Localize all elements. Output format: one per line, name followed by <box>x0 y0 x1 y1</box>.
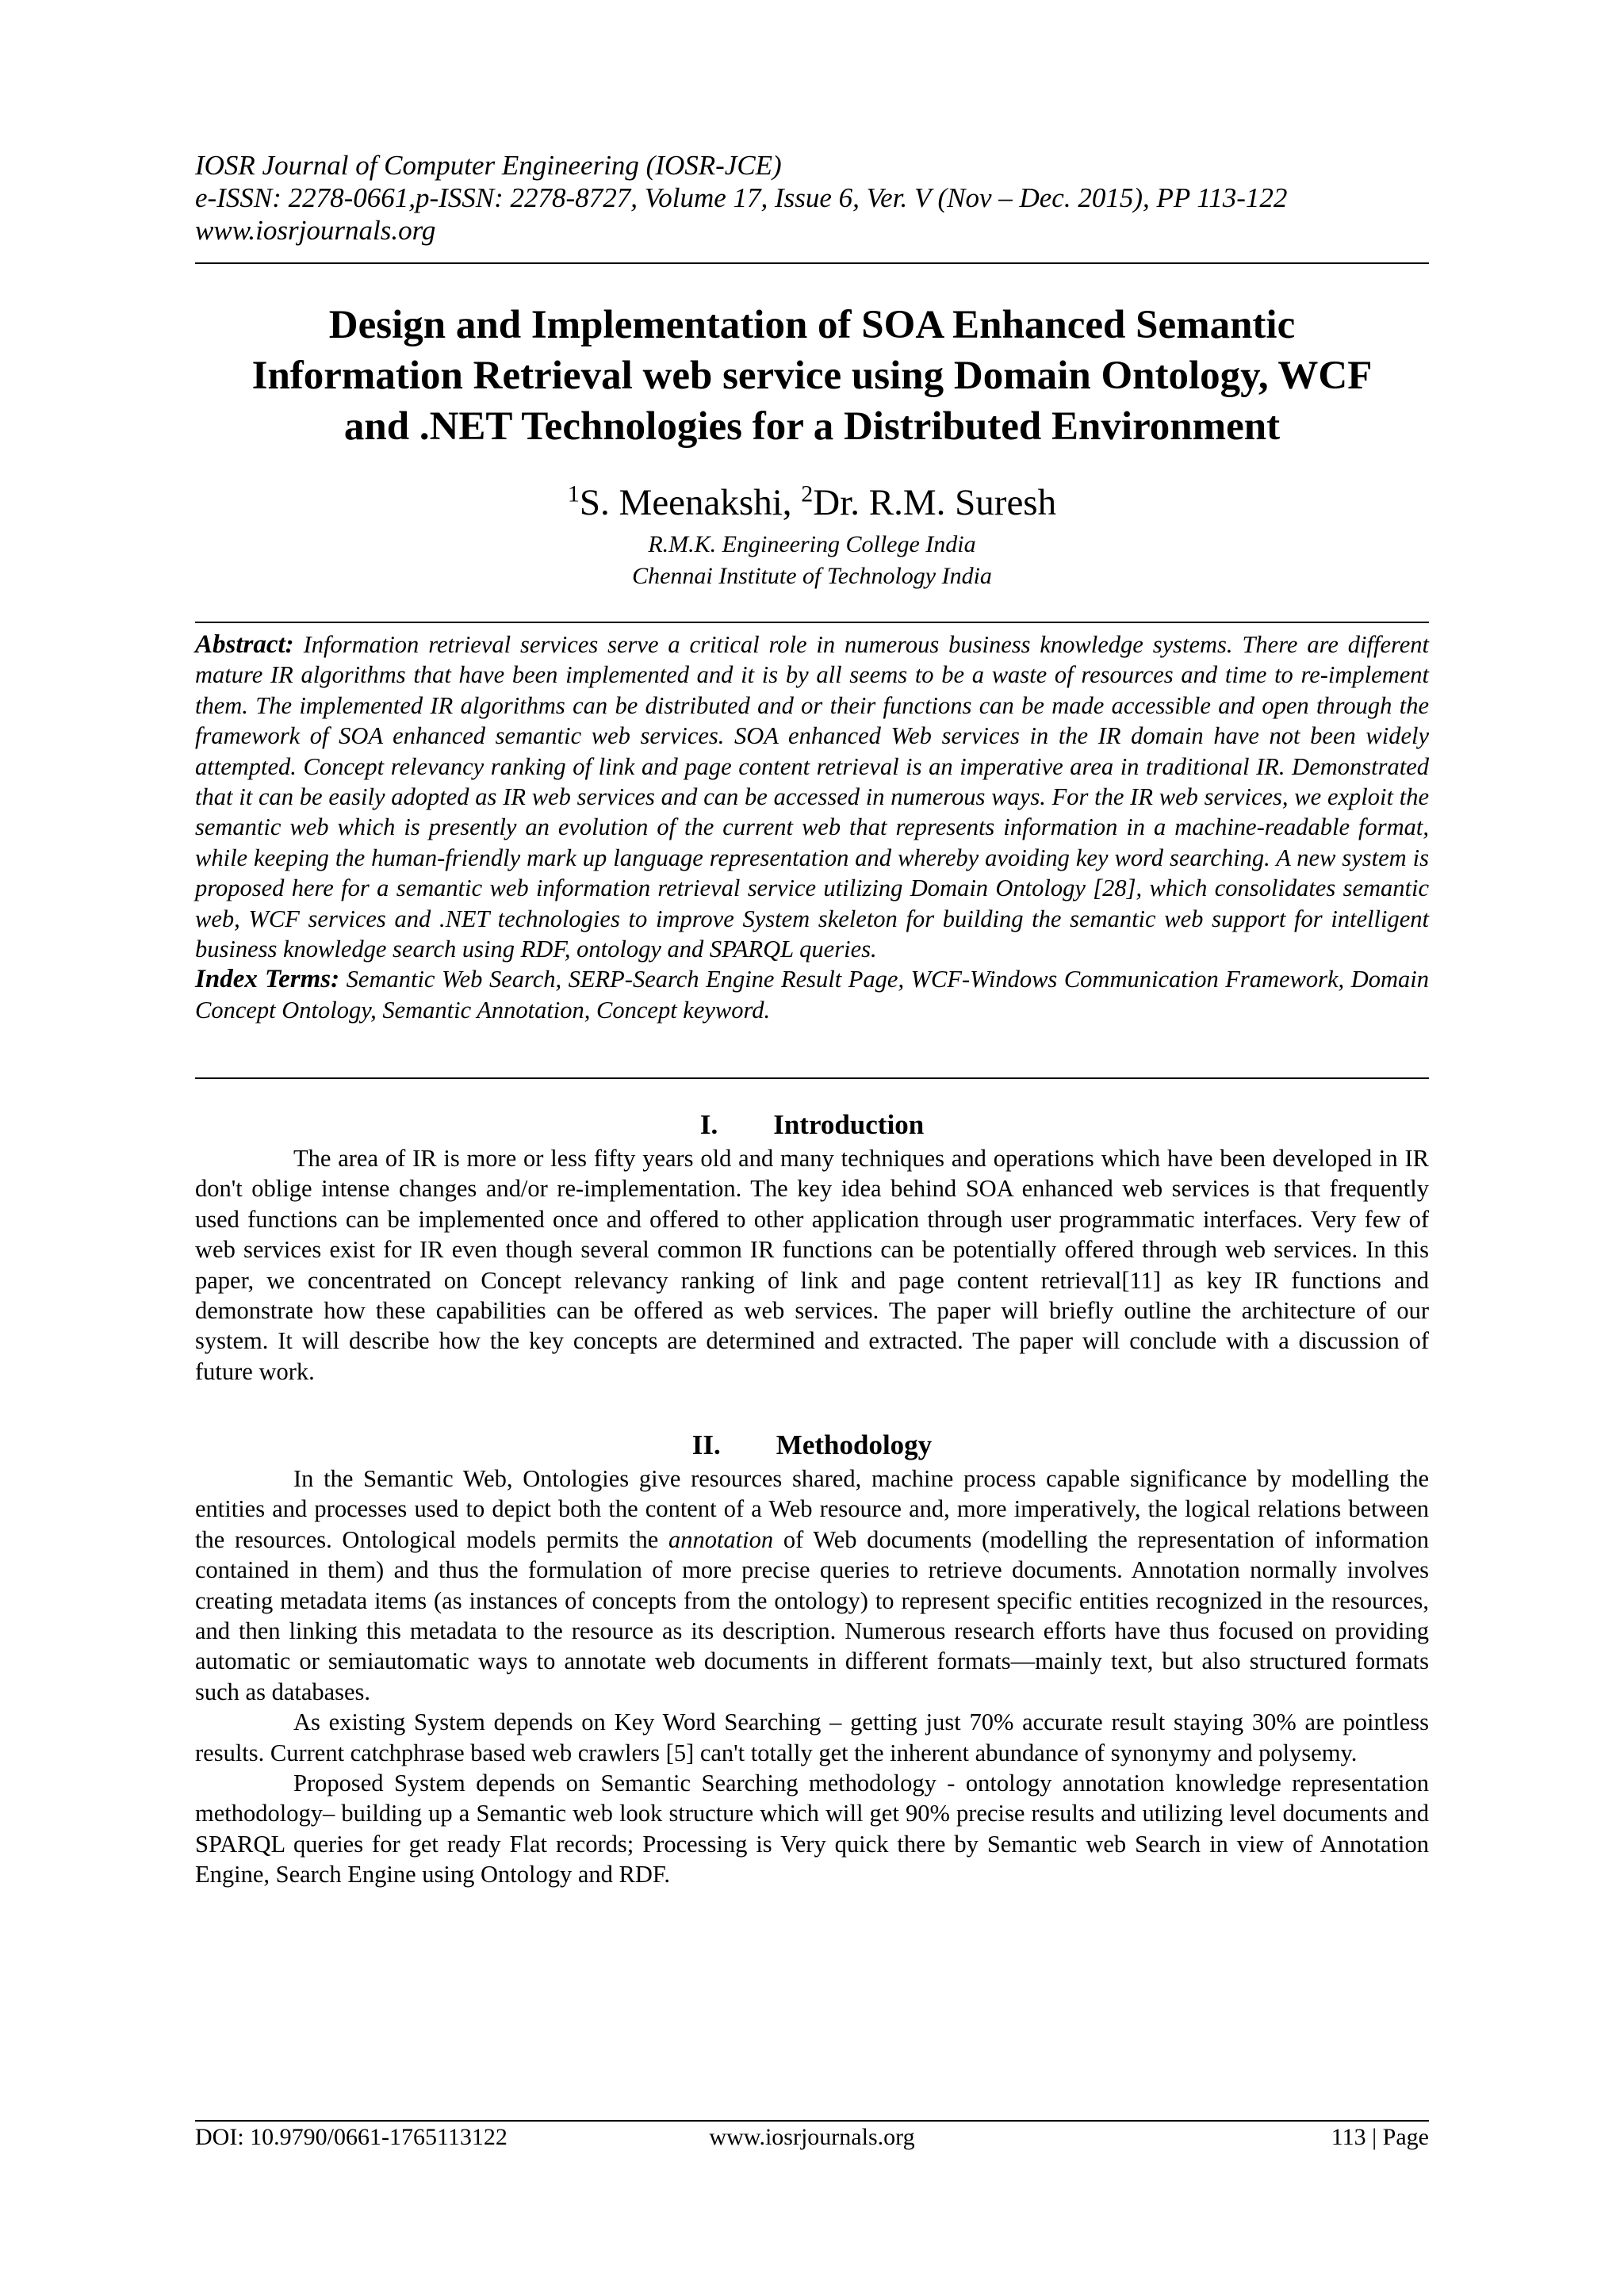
abstract-bottom-rule <box>195 1077 1429 1079</box>
section-1-heading <box>195 1108 1429 1142</box>
annotation-term: annotation <box>668 1525 774 1553</box>
author-2-superscript: 2 <box>801 480 814 507</box>
authors <box>195 480 1429 525</box>
footer-doi: DOI: 10.9790/0661-1765113122 <box>195 2124 508 2150</box>
section-2-paragraph-2: As existing System depends on Key Word Searching – getting just 70% accurate result staying 30% are pointless results. Current catchphrase based web crawlers [5] can't totally get the inherent abundance of synonymy and polysemy. <box>195 1709 1429 1766</box>
journal-issn: e-ISSN: 2278-0661,p-ISSN: 2278-8727, Volume 17, Issue 6, Ver. V (Nov – Dec. 2015), PP 113-122 <box>195 182 1288 213</box>
section-2-body <box>195 1464 1429 1890</box>
journal-header <box>195 149 1429 247</box>
index-terms <box>195 964 1429 1025</box>
author-2-name: Dr. R.M. Suresh <box>813 482 1057 523</box>
footer-page-number: 113 | Page <box>1331 2124 1429 2150</box>
section-2-title: Methodology <box>776 1429 933 1460</box>
journal-name: IOSR Journal of Computer Engineering (IOSR-JCE) <box>195 150 782 181</box>
section-1-number: I. <box>699 1109 718 1140</box>
header-rule <box>195 262 1429 264</box>
section-2-paragraph-1: In the Semantic Web, Ontologies give resources shared, machine process capable significance by modelling the entities and processes used to depict both the content of a Web resource and, more imperatively, the logical relations between the resources. Ontological models permits the annotation of Web documents (modelling the representation of information contained in them) and thus the formulation of more precise queries to retrieve documents. Annotation normally involves creating metadata items (as instances of concepts from the ontology) to represent specific entities recognized in the resources, and then linking this metadata to the resource as its description. Numerous research efforts have thus focused on providing automatic or semiautomatic ways to annotate web documents in different formats—mainly text, but also structured formats such as databases. <box>195 1465 1429 1705</box>
footer-rule <box>195 2120 1429 2122</box>
page-footer <box>195 2123 1429 2152</box>
affiliation-1: R.M.K. Engineering College India <box>648 531 976 557</box>
section-1-paragraph: The area of IR is more or less fifty years old and many techniques and operations which have been developed in IR don't oblige intense changes and/or re-implementation. The key idea behind SOA enhanced web services is that frequently used functions can be implemented once and offered to other application through user programmatic interfaces. Very few of web services exist for IR even though several common IR functions can be potentially offered through web services. In this paper, we concentrated on Concept relevancy ranking of link and page content retrieval[11] as key IR functions and demonstrate how these capabilities can be offered as web services. The paper will briefly outline the architecture of our system. It will describe how the key concepts are determined and extracted. The paper will conclude with a discussion of future work. <box>195 1145 1429 1385</box>
abstract-label: Abstract: <box>195 630 294 659</box>
abstract-body <box>195 629 1429 964</box>
title-line-2: Information Retrieval web service using Domain Ontology, WCF <box>251 354 1373 398</box>
author-1-name: S. Meenakshi, <box>579 482 802 523</box>
abstract-top-rule <box>195 622 1429 623</box>
section-2-number: II. <box>691 1429 721 1460</box>
section-1-body <box>195 1143 1429 1387</box>
paper-title <box>195 300 1429 452</box>
author-1-superscript: 1 <box>567 480 580 507</box>
affiliation-2: Chennai Institute of Technology India <box>632 563 992 589</box>
index-terms-text: Semantic Web Search, SERP-Search Engine Result Page, WCF-Windows Communication Framework, Domain Concept Ontology, Semantic Annotation, Concept keyword. <box>195 966 1429 1024</box>
title-line-3: and .NET Technologies for a Distributed Environment <box>343 404 1281 449</box>
section-1-title: Introduction <box>773 1109 925 1140</box>
footer-website[interactable]: www.iosrjournals.org <box>709 2124 915 2150</box>
section-2-paragraph-3: Proposed System depends on Semantic Searching methodology - ontology annotation knowledge representation methodology– building up a Semantic web look structure which will get 90% precise results and utilizing level documents and SPARQL queries for get ready Flat records; Processing is Very quick there by Semantic web Search in view of Annotation Engine, Search Engine using Ontology and RDF. <box>195 1770 1429 1888</box>
journal-website[interactable]: www.iosrjournals.org <box>195 215 436 246</box>
title-line-1: Design and Implementation of SOA Enhanced Semantic <box>328 303 1296 347</box>
section-2-heading <box>195 1429 1429 1462</box>
abstract <box>195 629 1429 1025</box>
abstract-text: Information retrieval services serve a critical role in numerous business knowledge systems. There are different mature IR algorithms that have been implemented and it is by all seems to be a waste of resources and time to re-implement them. The implemented IR algorithms can be distributed and or their functions can be made accessible and open through the framework of SOA enhanced semantic web services. SOA enhanced Web services in the IR domain have not been widely attempted. Concept relevancy ranking of link and page content retrieval is an imperative area in traditional IR. Demonstrated that it can be easily adopted as IR web services and can be accessed in numerous ways. For the IR web services, we exploit the semantic web which is presently an evolution of the current web that represents information in a machine-readable format, while keeping the human-friendly mark up language representation and whereby avoiding key word searching. A new system is proposed here for a semantic web information retrieval service utilizing Domain Ontology [28], which consolidates semantic web, WCF services and .NET technologies to improve System skeleton for building the semantic web support for intelligent business knowledge search using RDF, ontology and SPARQL queries. <box>195 631 1430 963</box>
index-terms-label: Index Terms: <box>195 965 340 994</box>
